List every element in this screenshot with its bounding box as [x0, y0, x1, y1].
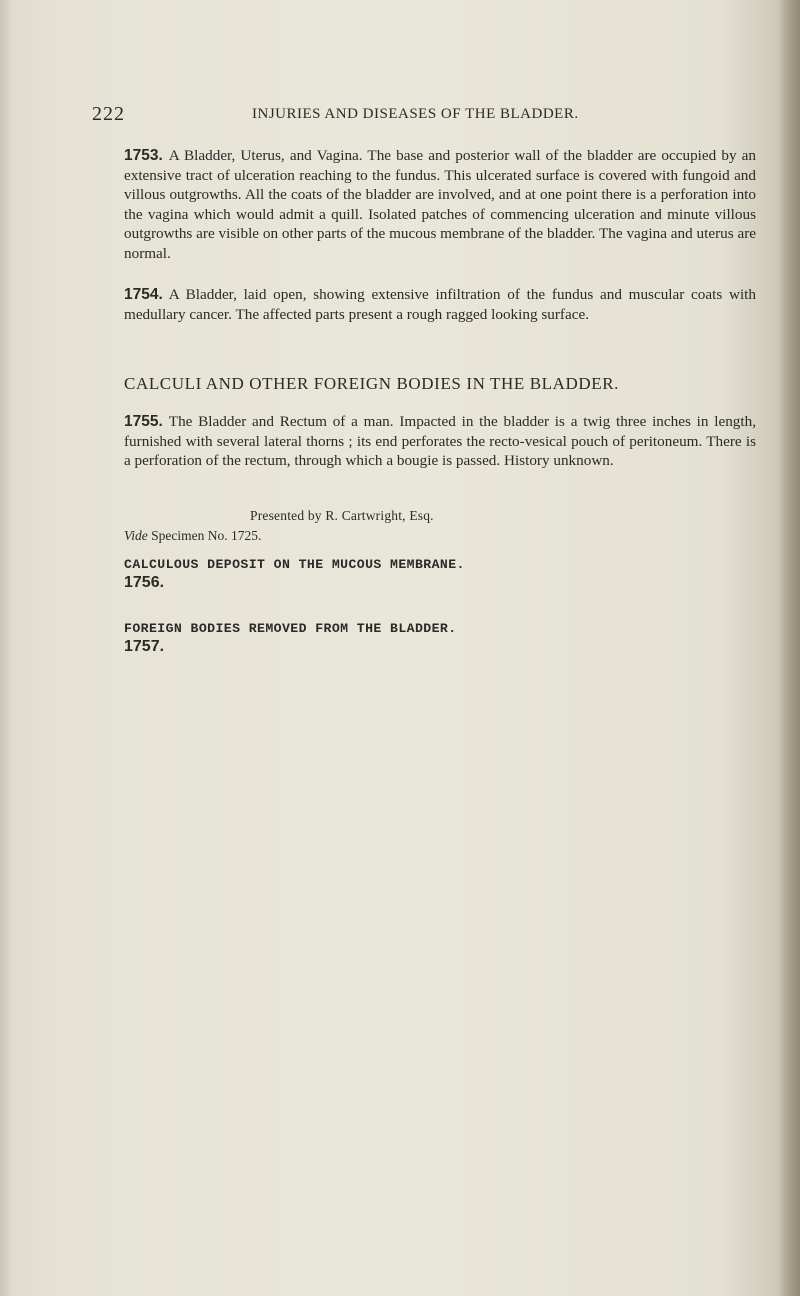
specimen-number: 1755. [124, 413, 163, 430]
specimen-description: A Bladder, Uterus, and Vagina. The base and posterior wall of the bladder are occupied by an extensive tract of ulceration reaching to the fundus. This ulcerated surface is covered with fungoid and villous outgrowths. All the coats of the bladder are involved, and at one point there is a perforation into the vagina which would admit a quill. Isolated patches of commencing ulceration and minute villous outgrowths are visible on other parts of the mucous membrane of the bladder. The vagina and uterus are normal. [124, 147, 756, 262]
page-edge-shadow [778, 0, 800, 1296]
page-gutter-shadow [0, 0, 12, 1296]
running-head: INJURIES AND DISEASES OF THE BLADDER. [252, 106, 579, 122]
specimen-number: 1753. [124, 147, 163, 164]
vide-text: Specimen No. 1725. [151, 528, 262, 543]
presented-by-note: Presented by R. Cartwright, Esq. [250, 508, 434, 523]
section-heading: CALCULI AND OTHER FOREIGN BODIES IN THE BLADDER. [124, 374, 620, 393]
page-number: 222 [92, 103, 125, 125]
specimen-number: 1757. [124, 638, 165, 655]
page-header [92, 103, 752, 129]
subsection-heading: CALCULOUS DEPOSIT ON THE MUCOUS MEMBRANE. [124, 557, 465, 572]
specimen-entry-1753 [124, 146, 756, 264]
specimen-entry-1754 [124, 285, 756, 324]
cross-reference-note [124, 528, 261, 544]
specimen-description: A Bladder, laid open, showing extensive infiltration of the fundus and muscular coats with medullary cancer. The affected parts present a rough ragged looking surface. [124, 286, 756, 323]
subsection-heading: FOREIGN BODIES REMOVED FROM THE BLADDER. [124, 621, 457, 636]
specimen-number: 1756. [124, 574, 165, 591]
specimen-entry-1755 [124, 412, 756, 471]
specimen-description: The Bladder and Rectum of a man. Impacted in the bladder is a twig three inches in length, furnished with several lateral thorns ; its end perforates the recto-vesical pouch of peritoneum. There is a perforation of the rectum, through which a bougie is passed. History unknown. [124, 413, 756, 470]
specimen-number: 1754. [124, 286, 163, 303]
vide-label: Vide [124, 528, 148, 543]
